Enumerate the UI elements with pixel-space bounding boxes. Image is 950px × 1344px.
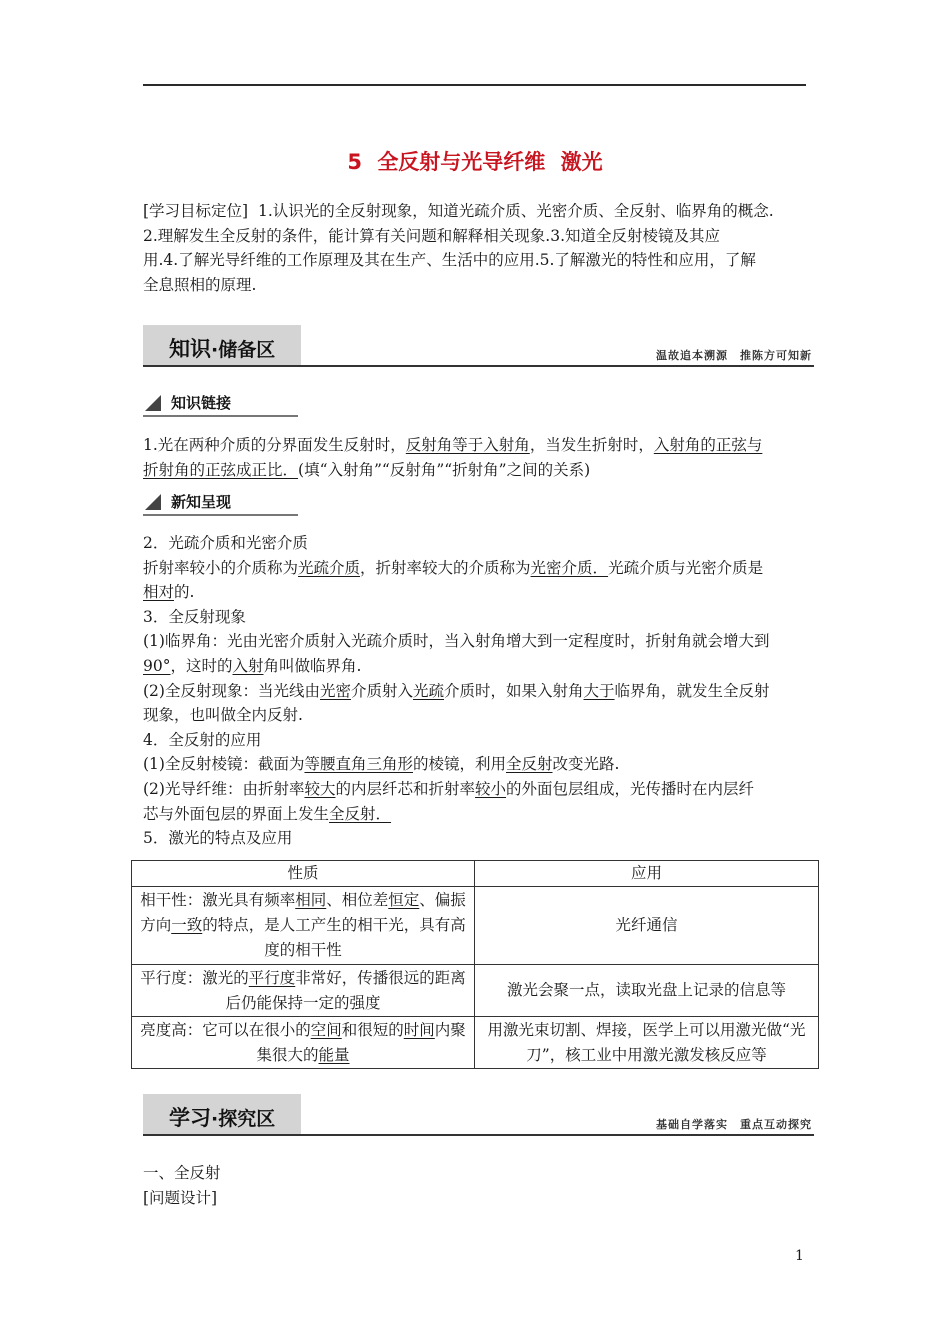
new-knowledge-text: 2．光疏介质和光密介质 折射率较小的介质称为光疏介质，折射率较大的介质称为光密介质．光疏介质与光密介质是 相对的. 3．全反射现象 (1)临界角：光由光密介质射入光疏介质时，当入射角增大到一定程度时，折射角就会增大到 90°，这时的入射角叫做临界角. (2)全反射现象：当光线由光密介质射入光疏介质时，如果入射角大于临界角，就发生全反射 现象，也叫做全内反射. 4．全反射的应用 (1)全反射棱镜：截面为等腰直角三角形的棱镜，利用全反射改变光路. (2)光导纤维：由折射率较大的内层纤芯和折射率较小的外面包层组成，光传播时在内层纤 芯与外面包层的界面上发生全反射． 5．激光的特点及应用 [143, 534, 770, 848]
knowledge-link-text: 1.光在两种介质的分界面发生反射时，反射角等于入射角，当发生折射时，入射角的正弦与 折射角的正弦成正比．(填“入射角”“反射角”“折射角”之间的关系) [143, 436, 763, 479]
page-number: 1 [795, 1248, 804, 1264]
section-motto: 温故追本溯源 推陈方可知新 [656, 349, 812, 362]
objectives-tag: [学习目标定位] [143, 202, 249, 220]
learning-objectives: [学习目标定位] 1.认识光的全反射现象，知道光疏介质、光密介质、全反射、临界角的概念. 2.理解发生全反射的条件，能计算有关问题和解释相关现象.3.知道全反射棱镜及其应 用.4.了解光导纤维的工作原理及其在生产、生活中的应用.5.了解激光的特性和应用，了解 全息照相的原理. [143, 202, 774, 294]
study-section-text: 一、全反射 [问题设计] [143, 1164, 221, 1207]
table-header-row: 性质 应用 [132, 861, 819, 887]
table-row: 亮度高：它可以在很小的空间和很短的时间内聚集很大的能量 用激光束切割、焊接，医学上可以用激光做“光刀”，核工业中用激光激发核反应等 [132, 1017, 819, 1069]
corner-triangle-icon [145, 395, 161, 411]
subheading-new-knowledge: 新知呈现 [143, 492, 298, 516]
laser-properties-table [131, 860, 819, 1069]
section-band-knowledge: 知识·储备区 温故追本溯源 推陈方可知新 [143, 325, 814, 367]
section-band-study: 学习·探究区 基础自学落实 重点互动探究 [143, 1094, 814, 1136]
section-motto: 基础自学落实 重点互动探究 [656, 1118, 812, 1131]
table-row: 相干性：激光具有频率相同、相位差恒定、偏振方向一致的特点，是人工产生的相干光，具有高度的相干性 光纤通信 [132, 887, 819, 965]
page-title: 5 全反射与光导纤维 激光 [347, 150, 603, 174]
table-row: 平行度：激光的平行度非常好，传播很远的距离后仍能保持一定的强度 激光会聚一点，读取光盘上记录的信息等 [132, 965, 819, 1017]
top-rule [143, 84, 806, 86]
corner-triangle-icon [145, 494, 161, 510]
subheading-knowledge-link: 知识链接 [143, 393, 298, 417]
